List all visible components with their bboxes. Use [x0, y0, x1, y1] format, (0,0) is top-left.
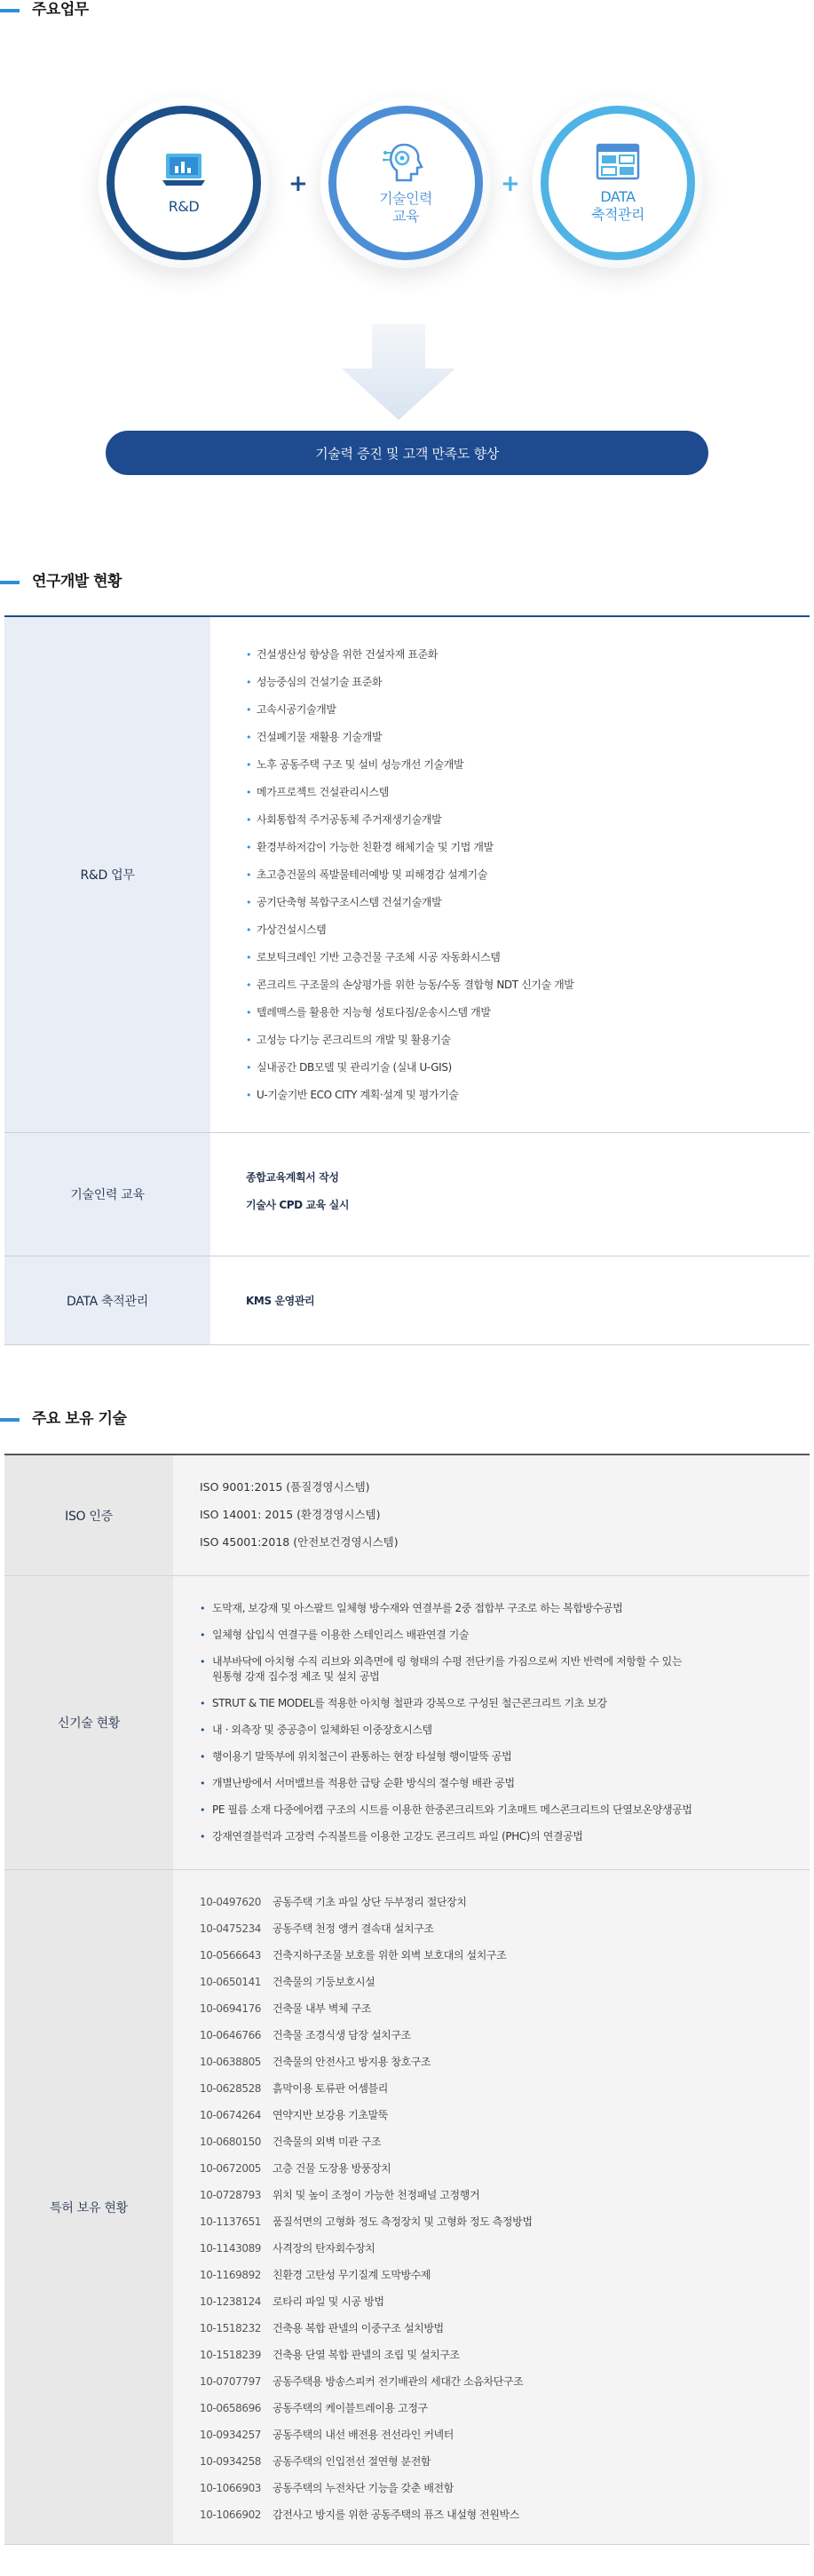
patent-item	[200, 2428, 810, 2443]
list-item-text: 초고층건물의 폭발물테러예방 및 피해경감 설계기술	[257, 868, 487, 881]
patent-item	[200, 2401, 810, 2416]
patent-name: 감전사고 방지를 위한 공동주택의 퓨즈 내설형 전원박스	[273, 2509, 519, 2521]
patent-name: 건축용 복합 판넬의 이중구조 설치방법	[273, 2322, 444, 2334]
list-item	[200, 1628, 810, 1643]
patent-name: 건축물의 기둥보호시설	[273, 1976, 375, 1988]
bullet-icon: •	[200, 1603, 206, 1614]
patent-item	[200, 2321, 810, 2336]
patent-item	[200, 2028, 810, 2043]
patent-name: 공동주택의 누전차단 기능을 갖춘 배전함	[273, 2482, 454, 2494]
list-item	[200, 1723, 810, 1738]
list-item-text: 원통형 강재 집수정 제조 및 설치 공법	[212, 1670, 380, 1683]
row-header: ISO 인증	[4, 1455, 173, 1575]
patent-number: 10-0475234	[200, 1922, 262, 1935]
patent-number: 10-0628528	[200, 2082, 262, 2095]
bullet-icon: •	[246, 842, 252, 853]
bullet-icon: •	[200, 1751, 206, 1763]
patent-number: 10-0566643	[200, 1949, 262, 1962]
list-item-text: 실내공간 DB모델 및 관리기술 (실내 U-GIS)	[257, 1061, 452, 1074]
list-item-text: 내부바닥에 아치형 수직 리브와 외측면에 링 형태의 수평 전단키를 가짐으로써 지반 반력에 저항할 수 있는	[212, 1655, 683, 1668]
list-item-text: 공기단축형 복합구조시스템 건설기술개발	[257, 896, 442, 908]
section-title-text: 연구개발 현황	[32, 573, 122, 590]
patent-name: 연약지반 보강용 기초말뚝	[273, 2109, 388, 2121]
list-item-text: 고성능 다기능 콘크리트의 개발 및 활용기술	[257, 1034, 451, 1046]
circle-rnd	[99, 98, 269, 268]
patent-name: 건축지하구조물 보호를 위한 외벽 보호대의 설치구조	[273, 1949, 507, 1962]
list-item: 종합교육계획서 작성	[246, 1171, 339, 1184]
patent-item	[200, 2215, 810, 2230]
patent-name: 공동주택 천정 앵커 결속대 설치구조	[273, 1922, 434, 1935]
patent-item	[200, 1922, 810, 1937]
section-title-text: 주요 보유 기술	[32, 1410, 127, 1428]
patent-name: 로타리 파일 및 시공 방법	[273, 2295, 384, 2308]
bullet-icon: •	[246, 924, 252, 936]
patent-name: 공동주택의 인입전선 절연형 분전함	[273, 2455, 431, 2468]
list-item	[246, 1060, 810, 1075]
rnd-table	[4, 615, 810, 1345]
patent-name: 공동주택의 케이블트레이용 고정구	[273, 2402, 428, 2414]
list-item-text: 건설생산성 향상을 위한 건설자재 표준화	[257, 648, 438, 661]
bullet-icon: •	[200, 1656, 206, 1668]
bullet-icon: •	[246, 677, 252, 688]
ai-head-icon	[383, 140, 429, 183]
list-item: KMS 운영관리	[246, 1295, 315, 1307]
patent-item	[200, 1948, 810, 1963]
patent-number: 10-0707797	[200, 2375, 262, 2388]
patent-item	[200, 2161, 810, 2176]
bullet-icon: •	[246, 952, 252, 963]
bullet-icon: •	[200, 1724, 206, 1736]
list-item	[246, 647, 810, 662]
patent-item	[200, 2108, 810, 2123]
circle-rnd-label: R&D	[168, 198, 200, 215]
bullet-icon: •	[200, 1698, 206, 1709]
bullet-icon: •	[246, 787, 252, 798]
patent-number: 10-0934258	[200, 2455, 262, 2468]
list-item-text: STRUT & TIE MODEL를 적용한 아치형 철판과 강복으로 구성된 철근콘크리트 기초 보강	[212, 1697, 607, 1709]
patent-item	[200, 2454, 810, 2469]
iso-item: ISO 14001: 2015 (환경경영시스템)	[200, 1508, 381, 1521]
list-item-text: 환경부하저감이 가능한 친환경 해체기술 및 기법 개발	[257, 841, 494, 853]
table-row	[4, 1256, 810, 1345]
patent-item	[200, 2481, 810, 2496]
bullet-icon: •	[246, 649, 252, 661]
patent-name: 공동주택용 방송스피커 전기배관의 세대간 소음차단구조	[273, 2375, 524, 2388]
patent-item	[200, 2241, 810, 2256]
list-item	[246, 1005, 810, 1020]
bullet-icon: •	[246, 1090, 252, 1101]
circle-training-label-line2: 교육	[392, 208, 419, 225]
row-header: 기술인력 교육	[4, 1133, 210, 1256]
patent-number: 10-0728793	[200, 2189, 262, 2201]
list-item	[200, 1696, 810, 1711]
list-item	[200, 1829, 810, 1844]
plus-icon: +	[288, 170, 308, 197]
list-item-text: 노후 공동주택 구조 및 설비 성능개선 기술개발	[257, 758, 464, 771]
circle-data-label-line1: DATA	[600, 188, 636, 205]
patent-name: 위치 및 높이 조정이 가능한 천정패널 고정행거	[273, 2189, 480, 2201]
row-header: R&D 업무	[4, 617, 210, 1132]
row-header: 신기술 현황	[4, 1576, 173, 1869]
data-grid-icon	[595, 142, 641, 181]
patent-name: 공동주택의 내선 배전용 전선라인 커넥터	[273, 2429, 454, 2441]
list-item-text: 내 · 외측장 및 중공층이 일체화된 이중장호시스템	[212, 1724, 432, 1736]
list-item-text: 메가프로젝트 건설관리시스템	[257, 786, 389, 798]
bullet-icon: •	[246, 1007, 252, 1019]
row-content	[210, 1256, 810, 1344]
list-item-text: 콘크리트 구조물의 손상평가를 위한 능동/수동 결합형 NDT 신기술 개발	[257, 979, 574, 991]
circle-data-label-line2: 축적관리	[591, 206, 644, 223]
patent-name: 건축물 내부 벽체 구조	[273, 2002, 371, 2015]
table-row	[4, 1870, 810, 2545]
list-item-text: 일체형 삽입식 연결구를 이용한 스테인리스 배관연결 기술	[212, 1629, 470, 1641]
circle-training	[320, 98, 491, 268]
patent-name: 건축용 단열 복합 판넬의 조립 및 설치구조	[273, 2349, 460, 2361]
patent-item	[200, 2081, 810, 2096]
patent-number: 10-0674264	[200, 2109, 262, 2121]
bullet-icon: •	[246, 814, 252, 826]
list-item	[246, 757, 810, 773]
circle-training-label-line1: 기술인력	[379, 190, 432, 207]
patent-item	[200, 2348, 810, 2363]
rnd-list	[246, 647, 810, 1103]
list-item	[200, 1803, 810, 1818]
patent-item	[200, 2001, 810, 2017]
bullet-icon: •	[246, 1062, 252, 1074]
bullet-icon: •	[246, 704, 252, 716]
table-row	[4, 617, 810, 1133]
section-title-rnd	[0, 568, 122, 590]
patent-number: 10-1238124	[200, 2295, 262, 2308]
section-title-tech	[0, 1406, 126, 1428]
patent-name: 건축물의 안전사고 방지용 창호구조	[273, 2056, 431, 2068]
list-item-text: 강재연결블럭과 고장력 수직볼트를 이용한 고강도 콘크리트 파일 (PHC)의 연결공법	[212, 1830, 583, 1843]
patent-name: 고층 건물 도장용 방풍장치	[273, 2162, 391, 2175]
list-item	[246, 868, 810, 883]
patent-name: 건축물의 외벽 미관 구조	[273, 2136, 382, 2148]
list-item	[246, 702, 810, 717]
patent-name: 사격장의 탄자회수장치	[273, 2242, 375, 2255]
patent-number: 10-1143089	[200, 2242, 262, 2255]
patent-number: 10-0672005	[200, 2162, 262, 2175]
list-item-text: 건설폐기물 재활용 기술개발	[257, 731, 383, 743]
list-item	[246, 1033, 810, 1048]
title-accent-bar	[0, 581, 20, 584]
list-item-text: 성능중심의 건설기술 표준화	[257, 676, 383, 688]
table-row	[4, 1133, 810, 1256]
list-item	[200, 1601, 810, 1616]
patent-item	[200, 2055, 810, 2070]
iso-item: ISO 9001:2015 (품질경영시스템)	[200, 1480, 370, 1494]
bullet-icon: •	[246, 759, 252, 771]
bullet-icon: •	[246, 869, 252, 881]
row-content	[173, 1576, 810, 1869]
laptop-chart-icon	[161, 150, 207, 191]
patent-number: 10-1137651	[200, 2215, 262, 2228]
list-item-text: 도막재, 보강재 및 아스팔트 일체형 방수재와 연결부를 2중 접합부 구조로 하는 복합방수공법	[212, 1602, 623, 1614]
list-item	[246, 923, 810, 938]
patent-name: 공동주택 기초 파일 상단 두부정리 절단장치	[273, 1896, 467, 1908]
list-item-text: 고속시공기술개발	[257, 703, 336, 716]
circle-data	[533, 98, 703, 268]
patent-number: 10-0646766	[200, 2029, 262, 2041]
newtech-list	[200, 1601, 810, 1844]
section-title-main-work	[0, 0, 89, 19]
bullet-icon: •	[200, 1629, 206, 1641]
list-item-text: PE 필름 소재 다중에어캡 구조의 시트를 이용한 한중콘크리트와 기초매트 메스콘크리트의 단열보온양생공법	[212, 1803, 692, 1816]
patent-item	[200, 2295, 810, 2310]
patent-name: 건축물 조경식생 담장 설치구조	[273, 2029, 411, 2041]
patent-item	[200, 2374, 810, 2390]
table-row	[4, 1455, 810, 1576]
bullet-icon: •	[246, 897, 252, 908]
row-content	[210, 1133, 810, 1256]
list-item	[246, 812, 810, 828]
section-title-text: 주요업무	[32, 1, 89, 19]
title-accent-bar	[0, 1418, 20, 1422]
patent-number: 10-1066903	[200, 2482, 262, 2494]
list-item	[246, 730, 810, 745]
patent-number: 10-0934257	[200, 2429, 262, 2441]
patent-number: 10-0680150	[200, 2136, 262, 2148]
bullet-icon: •	[246, 979, 252, 991]
patent-number: 10-1518232	[200, 2322, 262, 2334]
list-item-text: 가상건설시스템	[257, 923, 327, 936]
row-content	[210, 617, 810, 1132]
row-header: DATA 축적관리	[4, 1256, 210, 1344]
patent-item	[200, 2508, 810, 2523]
patent-name: 흙막이용 토류판 어셈블리	[273, 2082, 388, 2095]
bullet-icon: •	[200, 1831, 206, 1843]
patent-item	[200, 2268, 810, 2283]
list-item: 기술사 CPD 교육 실시	[246, 1199, 350, 1211]
patent-number: 10-0650141	[200, 1976, 262, 1988]
list-item	[246, 978, 810, 993]
list-item	[246, 950, 810, 965]
list-item-text: U-기술기반 ECO CITY 계획·설계 및 평가기술	[257, 1089, 459, 1101]
patent-number: 10-1066902	[200, 2509, 262, 2521]
down-arrow-icon	[342, 324, 455, 420]
list-item-text: 로보틱크레인 기반 고층건물 구조체 시공 자동화시스템	[257, 951, 501, 963]
patent-item	[200, 2188, 810, 2203]
row-content	[173, 1455, 810, 1575]
bullet-icon: •	[200, 1804, 206, 1816]
row-header: 특허 보유 현황	[4, 1870, 173, 2544]
tech-table	[4, 1454, 810, 2545]
list-item	[200, 1749, 810, 1764]
title-accent-bar	[0, 9, 20, 12]
patent-number: 10-0658696	[200, 2402, 262, 2414]
bullet-icon: •	[246, 732, 252, 743]
patent-number: 10-1169892	[200, 2269, 262, 2281]
list-item	[246, 895, 810, 910]
list-item	[246, 840, 810, 855]
goal-banner: 기술력 증진 및 고객 만족도 향상	[106, 431, 708, 475]
list-item	[200, 1654, 810, 1684]
row-content	[173, 1870, 810, 2544]
patent-name: 품질석면의 고형화 정도 측정장치 및 고형화 정도 측정방법	[273, 2215, 533, 2228]
patent-item	[200, 2135, 810, 2150]
patent-number: 10-0694176	[200, 2002, 262, 2015]
patent-number: 10-1518239	[200, 2349, 262, 2361]
patent-number: 10-0497620	[200, 1896, 262, 1908]
list-item	[246, 785, 810, 800]
list-item	[246, 675, 810, 690]
patent-name: 친환경 고탄성 무기질계 도막방수제	[273, 2269, 431, 2281]
list-item-text: 텔레맥스를 활용한 지능형 성토다짐/운송시스템 개발	[257, 1006, 491, 1019]
patent-number: 10-0638805	[200, 2056, 262, 2068]
plus-icon: +	[501, 170, 520, 197]
list-item	[246, 1088, 810, 1103]
bullet-icon: •	[200, 1778, 206, 1789]
iso-item: ISO 45001:2018 (안전보건경영시스템)	[200, 1535, 399, 1549]
patent-item	[200, 1895, 810, 1910]
list-item-text: 개별난방에서 서머밸브를 적용한 급탕 순환 방식의 절수형 배관 공법	[212, 1777, 515, 1789]
list-item-text: 행이용기 말뚝부에 위치철근이 관통하는 현장 타설형 행이말뚝 공법	[212, 1750, 512, 1763]
list-item-text: 사회통합적 주거공동체 주거재생기술개발	[257, 813, 442, 826]
patent-item	[200, 1975, 810, 1990]
table-row	[4, 1576, 810, 1870]
bullet-icon: •	[246, 1034, 252, 1046]
list-item	[200, 1776, 810, 1791]
patent-list	[200, 1895, 810, 2523]
